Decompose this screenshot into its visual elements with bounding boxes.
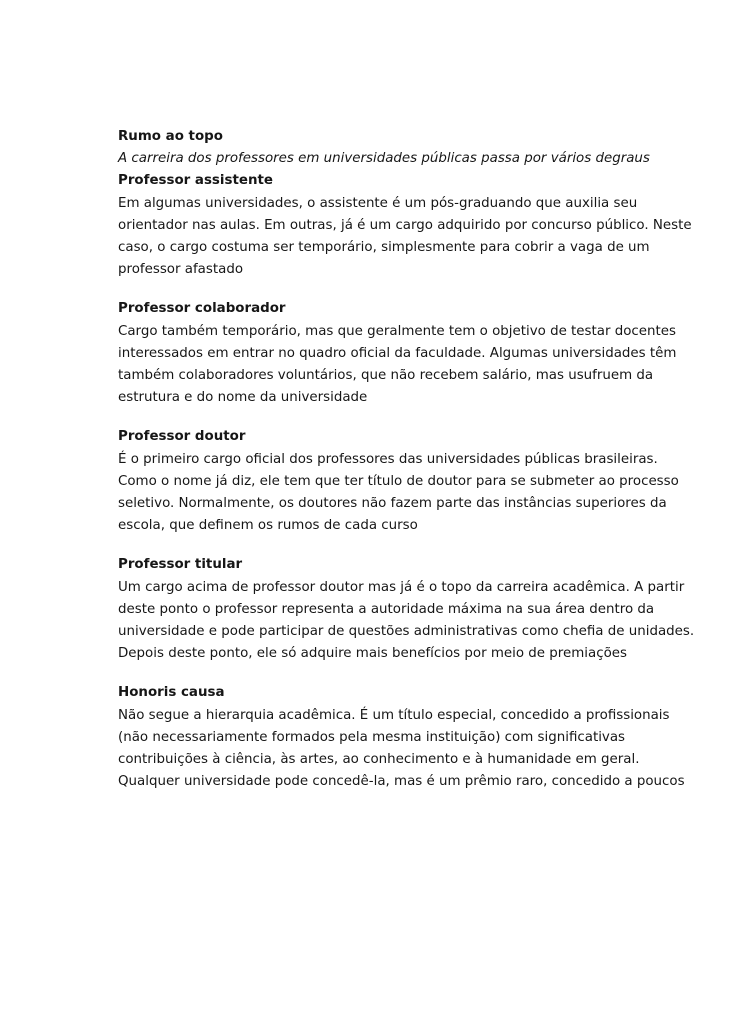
paragraph-line: escola, que definem os rumos de cada curso (118, 518, 418, 534)
paragraph-line: Como o nome já diz, ele tem que ter título de doutor para se submeter ao processo (118, 473, 679, 489)
paragraph-line: (não necessariamente formados pela mesma instituição) com significativas (118, 729, 626, 745)
paragraph-line: estrutura e do nome da universidade (118, 390, 368, 406)
paragraph-line: seletivo. Normalmente, os doutores não fazem parte das instâncias superiores da (118, 496, 667, 512)
document-title: Rumo ao topo (118, 129, 223, 144)
paragraph-line: interessados em entrar no quadro oficial da faculdade. Algumas universidades têm (118, 345, 677, 361)
section-heading: Professor doutor (118, 429, 246, 445)
section-professor-colaborador (118, 298, 677, 409)
paragraph-line: deste ponto o professor representa a autoridade máxima na sua área dentro da (118, 601, 655, 617)
section-professor-assistente (118, 170, 692, 281)
paragraph-line: Qualquer universidade pode concedê-la, mas é um prêmio raro, concedido a poucos (118, 774, 685, 790)
document-subtitle: A carreira dos professores em universidades públicas passa por vários degraus (118, 151, 650, 167)
section-professor-doutor (118, 426, 679, 537)
section-heading: Professor colaborador (118, 301, 286, 317)
paragraph-line: professor afastado (118, 262, 244, 278)
paragraph-line: caso, o cargo costuma ser temporário, simplesmente para cobrir a vaga de um (118, 240, 650, 256)
paragraph-line: Não segue a hierarquia acadêmica. É um título especial, concedido a profissionais (118, 707, 670, 723)
section-heading: Professor assistente (118, 173, 273, 189)
paragraph-line: Cargo também temporário, mas que geralmente tem o objetivo de testar docentes (118, 323, 676, 339)
paragraph-line: universidade e pode participar de questões administrativas como chefia de unidades. (118, 624, 695, 640)
document-body (118, 126, 695, 810)
section-heading: Honoris causa (118, 685, 225, 701)
paragraph-line: orientador nas aulas. Em outras, já é um cargo adquirido por concurso público. Neste (118, 217, 692, 233)
section-heading: Professor titular (118, 557, 243, 573)
section-honoris-causa (118, 682, 685, 793)
paragraph-line: Em algumas universidades, o assistente é um pós-graduando que auxilia seu (118, 195, 638, 211)
paragraph-line: Um cargo acima de professor doutor mas já é o topo da carreira acadêmica. A partir (118, 579, 685, 595)
paragraph-line: Depois deste ponto, ele só adquire mais benefícios por meio de premiações (118, 646, 627, 662)
paragraph-line: contribuições à ciência, às artes, ao conhecimento e à humanidade em geral. (118, 752, 640, 768)
paragraph-line: É o primeiro cargo oficial dos professores das universidades públicas brasileiras. (118, 451, 658, 467)
section-professor-titular (118, 554, 695, 665)
paragraph-line: também colaboradores voluntários, que não recebem salário, mas usufruem da (118, 368, 654, 384)
